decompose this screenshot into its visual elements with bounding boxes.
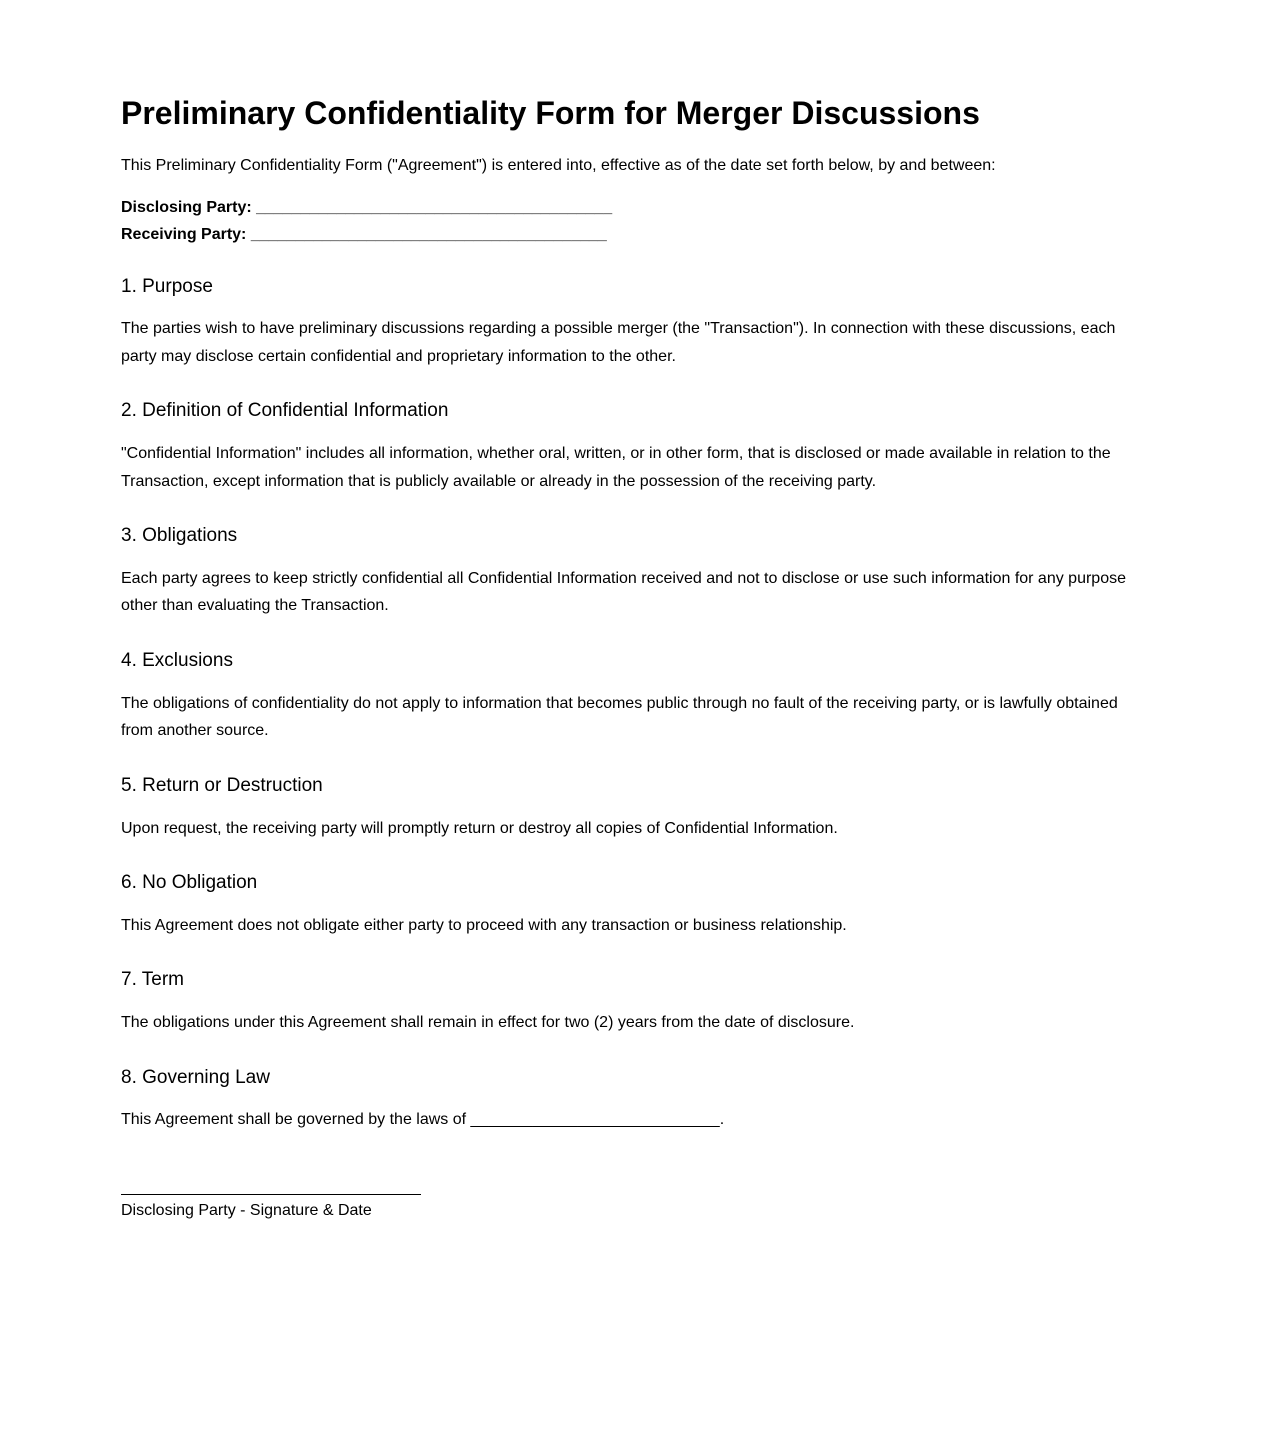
signature-label: Disclosing Party - Signature & Date — [121, 1201, 372, 1219]
document-title: Preliminary Confidentiality Form for Merger Discussions — [121, 95, 980, 131]
disclosing-party-label: Disclosing Party: — [121, 198, 252, 216]
section-body: "Confidential Information" includes all information, whether oral, written, or in other form, that is disclosed or made available in relation to the Transaction, except information that is publicly available or already in the possession of the receiving party. — [121, 445, 1111, 490]
receiving-party-label: Receiving Party: — [121, 225, 247, 243]
section-heading: 8. Governing Law — [121, 1066, 270, 1088]
section-heading: 3. Obligations — [121, 525, 238, 547]
governing-law-text: This Agreement shall be governed by the laws of — [121, 1111, 471, 1129]
section-exclusions — [121, 650, 1141, 745]
section-heading: 5. Return or Destruction — [121, 774, 323, 796]
section-body: The parties wish to have preliminary discussions regarding a possible merger (the "Transaction"). In connection with these discussions, each party may disclose certain confidential and proprietary information to the other. — [121, 320, 1116, 365]
section-definition — [121, 400, 1141, 495]
section-heading: 2. Definition of Confidential Information — [121, 400, 449, 422]
section-return-destruction — [121, 775, 1141, 842]
governing-law-blank: ____________________________ — [470, 1111, 720, 1129]
section-purpose — [121, 276, 1141, 371]
section-body: Upon request, the receiving party will promptly return or destroy all copies of Confidential Information. — [121, 819, 838, 837]
section-heading: 6. No Obligation — [121, 872, 258, 894]
signature-line — [121, 1194, 421, 1195]
section-governing-law — [121, 1067, 1141, 1134]
disclosing-party-field — [121, 194, 1141, 221]
intro-paragraph: This Preliminary Confidentiality Form ("Agreement") is entered into, effective as of the date set forth below, by and between: — [121, 157, 996, 175]
section-heading: 7. Term — [121, 969, 185, 991]
governing-law-period: . — [719, 1111, 725, 1129]
section-body: This Agreement does not obligate either party to proceed with any transaction or business relationship. — [121, 916, 847, 934]
party-fields — [121, 194, 1141, 248]
receiving-party-field — [121, 221, 1141, 248]
section-term — [121, 969, 1141, 1036]
section-body: Each party agrees to keep strictly confidential all Confidential Information received and not to disclose or use such information for any purpose other than evaluating the Transaction. — [121, 569, 1126, 615]
section-heading: 4. Exclusions — [121, 649, 233, 671]
section-obligations — [121, 525, 1141, 620]
section-no-obligation — [121, 872, 1141, 939]
disclosing-party-blank: ________________________________________ — [256, 198, 613, 216]
signature-block — [121, 1194, 1141, 1221]
section-body — [121, 1106, 1141, 1134]
section-body: The obligations of confidentiality do not apply to information that becomes public through no fault of the receiving party, or is lawfully obtained from another source. — [121, 694, 1118, 740]
section-body: The obligations under this Agreement shall remain in effect for two (2) years from the date of disclosure. — [121, 1014, 855, 1032]
section-heading: 1. Purpose — [121, 275, 213, 297]
receiving-party-blank: ________________________________________ — [250, 225, 607, 243]
